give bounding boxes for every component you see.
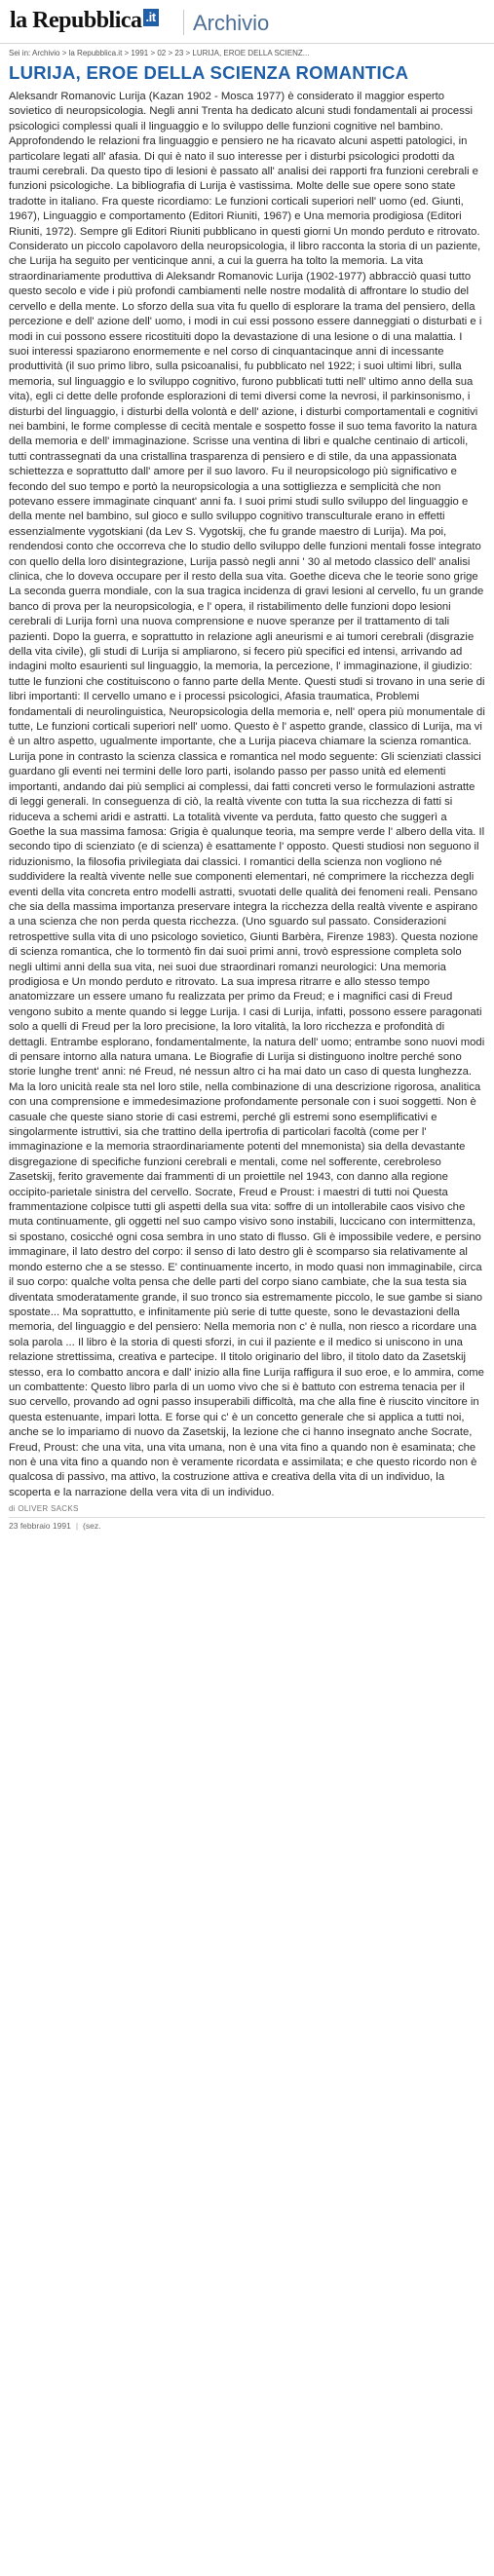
article-author: di OLIVER SACKS <box>9 1504 79 1514</box>
breadcrumb-item-current: LURIJA, EROE DELLA SCIENZ... <box>192 49 310 57</box>
article-footer <box>9 1517 485 1531</box>
site-header <box>0 0 494 44</box>
breadcrumb-separator: > <box>59 49 69 57</box>
footer-divider: | <box>75 1521 79 1532</box>
breadcrumb-separator: > <box>148 49 158 57</box>
logo-main: la Repubblica <box>10 8 142 33</box>
article-title: LURIJA, EROE DELLA SCIENZA ROMANTICA <box>9 62 409 83</box>
article-date: 23 febbraio 1991 <box>9 1521 71 1532</box>
breadcrumb-item-repubblica[interactable]: la Repubblica.it <box>68 49 123 57</box>
breadcrumb-separator: > <box>166 49 175 57</box>
repubblica-logo[interactable] <box>10 8 159 34</box>
breadcrumb-item-archivio[interactable]: Archivio <box>32 49 60 57</box>
breadcrumb-item-day[interactable]: 23 <box>174 49 184 57</box>
breadcrumb-item-year[interactable]: 1991 <box>131 49 149 57</box>
article-body: Aleksandr Romanovic Lurija (Kazan 1902 - Mosca 1977) è considerato il maggior esperto sovietico di neuropsicologia. Negli anni Trenta ha dedicato alcuni studi fondamentali ai processi psicologici complessi quali il linguaggio e lo sviluppo delle funzioni cognitive nel bambino. Approfondendo le relazioni fra linguaggio e pensiero ne ha ricavato alcuni aspetti patologici, in particolare legati all' afasia. Di qui è nato il suo interesse per i disturbi psicologici prodotti da traumi cerebrali. Da questo tipo di lesioni è passato all' analisi dei rapporti fra funzioni cerebrali e funzioni psicologiche. La bibliografia di Lurija è vastissima. Molte delle sue opere sono state tradotte in italiano. Fra queste ricordiamo: Le funzioni corticali superiori nell' uomo (ed. Giunti, 1967), Linguaggio e comportamento (Editori Riuniti, 1967) e Una memoria prodigiosa (Editori Riuniti, 1972). Sempre gli Editori Riuniti pubblicano in questi giorni Un mondo perduto e ritrovato. Considerato un piccolo capolavoro della neuropsicologia, il libro racconta la storia di un paziente, che Lurija ha seguito per venticinque anni, a cui la guerra ha tolto la memoria. La vita straordinariamente produttiva di Aleksandr Romanovic Lurija (1902-1977) abbracciò quasi tutto questo secolo e vide i più profondi cambiamenti nelle nostre modalità di affrontare lo studio del cervello e della mente. Lo sforzo della sua vita fu quello di esplorare la trama del pensiero, della percezione e dell' azione dell' uomo, i modi in cui essi possono essere danneggiati o disturbati e i modi in cui possono essere ricostituiti dopo la devastazione di una lesione o di una malattia. I suoi interessi spaziarono enormemente e nel corso di cinquantacinque anni di incessante produttività (il suo primo libro, sulla psicoanalisi, fu pubblicato nel 1922; i suoi ultimi libri, sulla memoria, sul linguaggio e lo sviluppo cognitivo, furono pubblicati tutti nell' ultimo anno della sua vita), egli ci dette delle profonde esplorazioni di temi diversi come la nevrosi, il parkinsonismo, i disturbi del linguaggio, i disturbi della volontà e dell' azione, i disturbi comportamentali e cognitivi nei bambini, le forme complesse di cecità mentale e sospetto fosse il suo tema favorito la natura della memoria e dell' immaginazione. Scrisse una ventina di libri e qualche centinaio di articoli, tutti contrassegnati da una cristallina trasparenza di pensiero e di stile, da una appassionata schiettezza e soprattutto dall' amore per il suo lavoro. Fu il neuropsicologo più significativo e fecondo del suo tempo e portò la neuropsicologia a una sottigliezza e semplicità che non potevano essere immaginate cinquant' anni fa. I suoi primi studi sullo sviluppo del linguaggio e della mente nel bambino, sul gioco e sullo sviluppo cognitivo transculturale erano in effetti essenzialmente vygotskiani (da Lev S. Vygotskij, che fu grande maestro di Lurija). Ma poi, rendendosi conto che occorreva che lo studio dello sviluppo delle funzioni mentali fosse integrato con quello della loro disintegrazione, Lurija passò negli anni ' 30 al metodo classico dell' analisi clinica, che lo doveva occupare per il resto della sua vita. Goethe diceva che le teorie sono grige La seconda guerra mondiale, con la sua tragica incidenza di gravi lesioni al cervello, fu un grande banco di prova per la neuropsicologia, e l' opera, il ristabilimento delle funzioni dopo lesioni cerebrali di Lurija fornì una nuova comprensione e nuove speranze per il trattamento di tali pazienti. Dopo la guerra, e soprattutto in relazione agli aneurismi e ai tumori cerebrali (disgrazie della vita civile), gli studi di Lurija si ampliarono, si fecero più specifici ed intensi, arrivando ad indagini molto esaurienti sul linguaggio, la memoria, la percezione, l' immaginazione, il giudizio: tutte le funzioni che costituiscono o fanno parte della Mente. Questi studi si trovano in una serie di libri importanti: Il cervello umano e i processi psicologici, Afasia traumatica, Problemi fondamentali di neurolinguistica, Neuropsicologia della memoria e, nell' opera più monumentale di tutte, Le funzioni corticali superiori nell' uomo. Questo è l' aspetto grande, classico di Lurija, ma vi è un altro aspetto, ugualmente importante, che a Lurija piaceva chiamare la scienza romantica. Lurija pone in contrasto la scienza classica e romantica nel modo seguente: Gli scienziati classici guardano gli eventi nei termini delle loro parti, isolando passo per passo unità ed elementi importanti, andando dai più semplici ai complessi, dai fatti concreti verso le formulazioni astratte di leggi generali. In conseguenza di ciò, la realtà vivente con tutta la sua ricchezza di fatti si riduceva a schemi aridi e astratti. La totalità vivente va perduta, fatto questo che suggerì a Goethe la sua massima famosa: Grigia è qualunque teoria, ma sempre verde l' albero della vita. Il secondo tipo di scienziato (e di scienza) è esattamente l' opposto. Questi studiosi non seguono il riduzionismo, la filosofia privilegiata dai classici. I romantici della scienza non vogliono né suddividere la realtà vivente nelle sue componenti elementari, né comprimere la ricchezza degli eventi della vita concreta entro modelli astratti, svuotati delle qualità dei fenomeni reali. Pensano che sia della massima importanza preservare integra la ricchezza della realtà vivente e aspirano a una scienza che non perda questa ricchezza. (Uno sguardo sul passato. Considerazioni retrospettive sulla vita di uno psicologo sovietico, Giunti Barbèra, Firenze 1983). Questa nozione di scienza romantica, che lo tormentò fin dai suoi primi anni, trovò espressione completa solo negli ultimi anni della sua vita, nei suoi due straordinari romanzi neurologici: Una memoria prodigiosa e Un mondo perduto e ritrovato. La sua impresa ritrarre e allo stesso tempo anatomizzare un essere umano fu realizzata per primo da Freud; e i magnifici casi di Freud vengono subito a mente quando si legge Lurija. I casi di Lurija, infatti, possono essere paragonati solo a quelli di Freud per la loro precisione, la loro vitalità, la loro ricchezza e profondità di dettagli. Entrambe esplorano, fondamentalmente, la natura dell' uomo; entrambe sono nuovi modi di pensare intorno alla natura umana. Le Biografie di Lurija si distinguono inoltre perché sono storie lunghe trent' anni: né Freud, né nessun altro ci ha mai dato un caso di questa lunghezza. Ma la loro unicità reale sta nel loro stile, nella combinazione di una descrizione rigorosa, analitica con una comprensione e immedesimazione profondamente personale con i suoi soggetti. Non è casuale che queste siano storie di casi estremi, perché gli estremi sono esemplificativi e singolarmente istruttivi, sia che trattino della ipertrofia di particolari facoltà (come per l' immaginazione e la memoria straordinariamente potenti del mnemonista) sia della devastante disgregazione di specifiche funzioni cerebrali e mentali, come nel sofferente, cerebroleso Zasetskij, ferito gravemente dai frammenti di un proiettile nel 1943, con danno alla regione occipito-parietale sinistra del cervello. Socrate, Freud e Proust: i maestri di tutti noi Questa frammentazione colpisce tutti gli aspetti della sua vita: soffre di un intollerabile caos visivo che muta continuamente, gli oggetti nel suo campo visivo sono instabili, luccicano con intermittenza, si spostano, cosicché ogni cosa sembra in uno stato di flusso. Gli è impossibile vedere, e persino immaginare, il lato destro del corpo: il senso di lato destro gli è scomparso sia relativamente al mondo esterno che a se stesso. E' continuamente incerto, in modo quasi non immaginabile, circa il suo corpo: qualche volta pensa che delle parti del corpo siano cambiate, che la sua testa sia diventata smoderatamente grande, il suo tronco sia estremamente piccolo, le sue gambe si siano spostate... Ma soprattutto, e infinitamente più serie di tutte queste, sono le devastazioni della memoria, del linguaggio e del pensiero: Nella memoria non c' è nulla, non riesco a ricordare una sola parola ... Il libro è la storia di questi sforzi, in cui il paziente e il medico si uniscono in una relazione strettissima, creativa e partecipe. Il titolo originario del libro, il titolo dato da Zasetskij stesso, era Io combatto ancora e dall' inizio alla fine Lurija raffigura il suo eroe, e lo ammira, come un combattente: Questo libro parla di un uomo vivo che si è battuto con estrema tenacia per il suo cervello, provando ad ogni passo insuperabili difficoltà, ma che alla fine è riuscito vincitore in questa estenuante, impari lotta. E forse qui c' è un concetto generale che si applica a tutti noi, anche se lo impariamo di nuovo da Zasetskij, la lezione che ci hanno insegnato anche Socrate, Freud, Proust: che una vita, una vita umana, non è una vita fino a quando non è esaminata; che non è una vita fino a quando non è veramente ricordata e assimilata; e che questo ricordo non è qualcosa di passivo, ma attivo, la costruzione attiva e creativa della vita di un individuo, la scoperta e la narrazione della vera vita di un individuo. <box>9 91 485 1498</box>
breadcrumb-separator: > <box>122 49 132 57</box>
breadcrumb <box>0 44 494 61</box>
breadcrumb-item-month[interactable]: 02 <box>157 49 167 57</box>
logo-suffix: .it <box>143 9 159 26</box>
header-divider <box>183 10 184 35</box>
section-title: Archivio <box>193 11 270 35</box>
breadcrumb-label: Sei in: <box>9 49 31 57</box>
breadcrumb-separator: > <box>183 49 193 57</box>
section-link[interactable]: (sez. <box>83 1521 101 1532</box>
